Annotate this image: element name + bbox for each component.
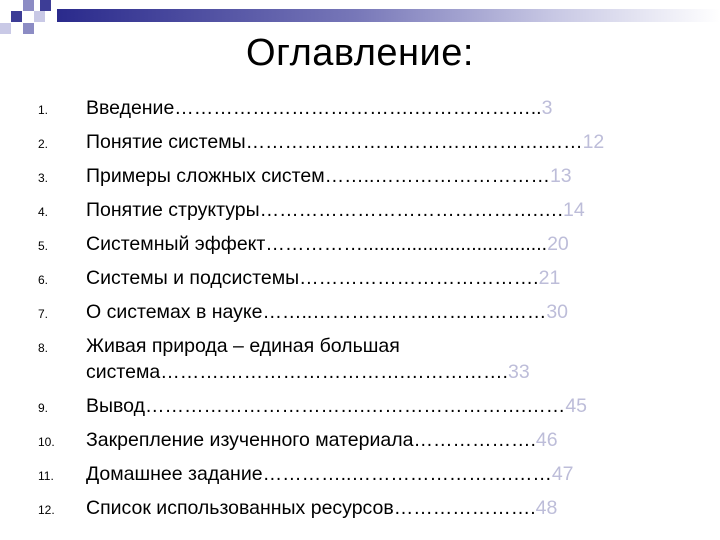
toc-item[interactable] (0, 493, 720, 527)
toc-item[interactable] (0, 127, 720, 161)
item-number: 11. (38, 469, 54, 483)
item-leader: …………….................................. (265, 233, 548, 255)
item-page: 33 (507, 361, 530, 383)
header-gradient-bar (57, 9, 720, 22)
item-entry (86, 231, 569, 257)
item-leader: ………………. (413, 429, 536, 451)
item-entry (86, 427, 558, 453)
item-text: Вывод (86, 395, 145, 417)
item-text: Примеры сложных систем (86, 165, 325, 187)
item-number: 1. (38, 103, 49, 117)
page-title: Оглавление: (246, 32, 474, 74)
item-number: 6. (38, 273, 49, 287)
toc-item[interactable] (0, 297, 720, 331)
toc-item[interactable] (0, 425, 720, 459)
item-leader: ……….……………………….……………. (160, 361, 508, 383)
item-number: 2. (38, 137, 49, 151)
item-number: 9. (38, 401, 49, 415)
item-leader: ……..……………………………… (262, 301, 547, 323)
corner-square (23, 0, 34, 11)
item-number: 5. (38, 239, 49, 253)
item-page: 48 (535, 497, 558, 519)
table-of-contents (0, 93, 720, 527)
item-number: 7. (38, 307, 49, 321)
toc-item[interactable] (0, 331, 720, 391)
item-text-continued (86, 359, 530, 385)
item-text: Закрепление изученного материала (86, 429, 414, 451)
item-leader: ……………………………….……………….. (174, 97, 542, 119)
item-entry (86, 333, 530, 385)
item-text: Понятие структуры (86, 199, 260, 221)
item-entry (86, 299, 568, 325)
item-number: 12. (38, 503, 55, 517)
item-page: 14 (562, 199, 585, 221)
item-leader: ……..……………………… (324, 165, 550, 187)
item-text: Системы и подсистемы (86, 267, 300, 289)
item-text: Введение (86, 97, 175, 119)
toc-item[interactable] (0, 161, 720, 195)
item-page: 20 (547, 233, 569, 255)
item-leader: ……………………………………….…… (245, 131, 583, 153)
item-page: 13 (549, 165, 572, 187)
toc-item[interactable] (0, 391, 720, 425)
item-text: Понятие системы (86, 131, 246, 153)
item-page: 30 (546, 301, 569, 323)
item-entry (86, 163, 572, 189)
item-entry (86, 197, 585, 223)
item-page: 21 (538, 267, 561, 289)
toc-item[interactable] (0, 195, 720, 229)
corner-square (11, 11, 22, 22)
item-text: О системах в науке (86, 301, 263, 323)
item-page: 45 (565, 395, 588, 417)
item-leader: ………………………………. (299, 267, 539, 289)
toc-item[interactable] (0, 229, 720, 263)
item-entry (86, 393, 587, 419)
item-number: 10. (38, 435, 55, 449)
item-leader: …………………………….…………………….…… (144, 395, 566, 417)
item-leader: …………..…………………….…… (262, 463, 552, 485)
item-text: Живая природа – единая большая (86, 335, 400, 357)
corner-square (34, 11, 45, 22)
item-text: Системный эффект (86, 233, 266, 255)
toc-item[interactable] (0, 263, 720, 297)
item-page: 47 (551, 463, 574, 485)
toc-item[interactable] (0, 459, 720, 493)
item-number: 8. (38, 341, 49, 355)
item-page: 46 (535, 429, 558, 451)
item-entry (86, 461, 574, 487)
item-number: 3. (38, 171, 49, 185)
item-number: 4. (38, 205, 49, 219)
item-entry (86, 95, 552, 121)
item-leader: …………………. (393, 497, 536, 519)
item-entry (86, 129, 604, 155)
item-page: 3 (541, 97, 553, 119)
corner-square (40, 0, 51, 11)
item-text-line2: система (86, 361, 161, 383)
item-entry (86, 495, 557, 521)
item-text: Список использованных ресурсов (86, 497, 394, 519)
item-leader: …………………………………….…. (259, 199, 563, 221)
item-entry (86, 265, 560, 291)
toc-item[interactable] (0, 93, 720, 127)
item-page: 12 (582, 131, 605, 153)
item-text: Домашнее задание (86, 463, 263, 485)
